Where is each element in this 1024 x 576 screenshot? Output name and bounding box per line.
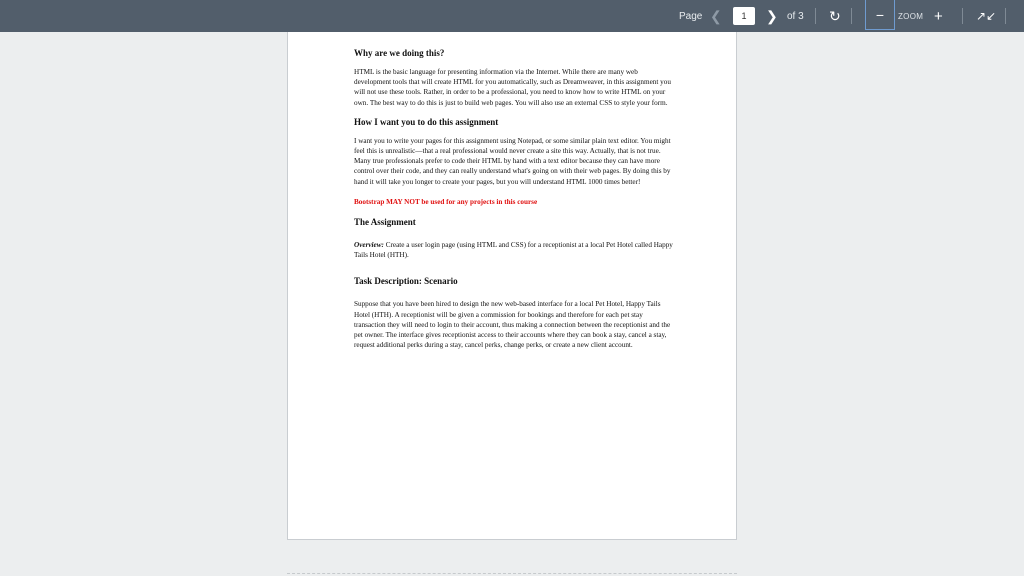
- collapse-icon[interactable]: ↗↙: [976, 9, 997, 23]
- bootstrap-note: Bootstrap MAY NOT be used for any projects in this course: [354, 197, 538, 206]
- why-paragraph: HTML is the basic language for presenting information via the Internet. While there are many web development tools that will create HTML for you automatically, such as Dreamweaver, in this assignment you will not use these tools. Rather, in order to be a professional, you need to know how to write HTML on your own. The best way to do this is just to build web pages. You will also use an external CSS to style your form.: [354, 68, 671, 107]
- task-heading: Task Description: Scenario: [354, 276, 458, 287]
- how-heading: How I want you to do this assignment: [354, 116, 499, 127]
- minus-icon: −: [875, 6, 885, 23]
- why-heading: Why are we doing this?: [354, 48, 445, 58]
- page-number-input[interactable]: 1: [733, 7, 755, 25]
- overview-text: Create a user login page (using HTML and CSS) for a receptionist at a local Pet Hotel called Happy Tails Hotel (HTH).: [354, 241, 673, 260]
- plus-icon[interactable]: +: [934, 7, 943, 25]
- viewer-toolbar: [0, 0, 1024, 32]
- toolbar-divider: [851, 8, 852, 24]
- toolbar-divider: [815, 8, 816, 24]
- chevron-left-icon[interactable]: ❮: [710, 7, 722, 24]
- toolbar-divider: [962, 8, 963, 24]
- document-page: [287, 32, 737, 540]
- zoom-label: ZOOM: [898, 11, 924, 21]
- page-label: Page: [679, 10, 703, 22]
- overview-label: Overview:: [354, 241, 384, 250]
- total-pages-label: of 3: [787, 10, 804, 22]
- toolbar-divider: [1005, 8, 1006, 24]
- zoom-out-button[interactable]: [865, 0, 895, 30]
- chevron-right-icon[interactable]: ❯: [766, 7, 778, 24]
- how-paragraph: I want you to write your pages for this assignment using Notepad, or some similar plain text editor. You might feel this is unrealistic—that a real professional would never create a site this way. Actually, that is not true. Many true professionals prefer to code their HTML by hand with a text editor because they can have more control over their code, and they can really understand what's going on with their web pages. By doing this by hand it will take you longer to create your pages, but you will understand HTML 1000 times better!: [354, 136, 671, 186]
- rotate-icon[interactable]: ↻: [829, 7, 841, 24]
- next-page-edge: [287, 573, 737, 574]
- assignment-heading: The Assignment: [354, 217, 416, 228]
- task-paragraph: Suppose that you have been hired to design the new web-based interface for a local Pet Hotel, Happy Tails Hotel (HTH). A receptionist will be given a commission for bookings and therefore for each pet stay transaction they will need to login to their account, thus making a connection between the receptionist and the pet owner. The interface gives receptionist access to their accounts where they can book a stay, cancel a stay, request additional perks during a stay, cancel perks, change perks, or create a new client account.: [354, 300, 671, 350]
- page-content: [354, 44, 674, 350]
- overview-paragraph: [354, 240, 674, 260]
